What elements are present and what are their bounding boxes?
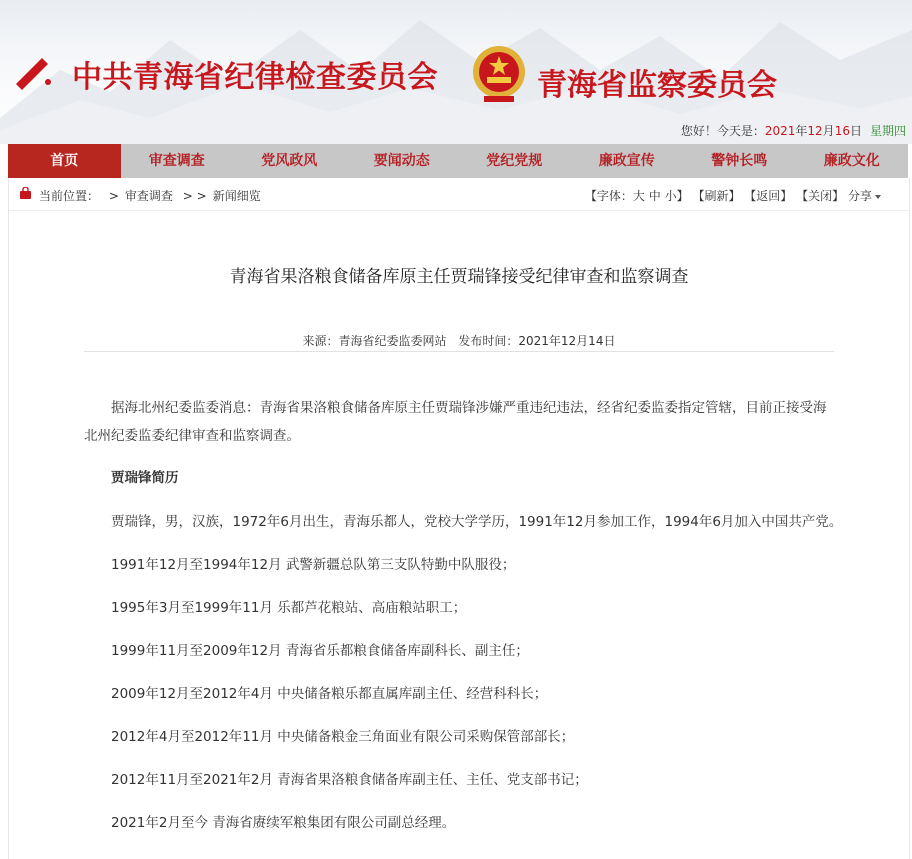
article-intro: 据海北州纪委监委消息：青海省果洛粮食储备库原主任贾瑞锋涉嫌严重违纪违法，经省纪委监委指定管辖，目前正接受海北州纪委监委纪律审查和监察调查。 <box>84 400 827 444</box>
date-month: 12 <box>807 124 823 138</box>
date-prefix: 您好！今天是： <box>680 124 765 138</box>
content-panel <box>8 178 910 859</box>
date-year-unit: 年 <box>795 124 808 138</box>
refresh-button[interactable]: 【刷新】 <box>692 189 741 203</box>
share-label: 分享 <box>847 189 872 203</box>
date-month-unit: 月 <box>822 124 835 138</box>
nav-item-warning[interactable]: 警钟长鸣 <box>711 153 768 169</box>
date-day: 16 <box>834 124 850 138</box>
nav-item-culture[interactable]: 廉政文化 <box>823 153 880 169</box>
breadcrumb-review[interactable]: 审查调查 <box>124 189 173 203</box>
nav-item-promotion[interactable]: 廉政宣传 <box>598 153 655 169</box>
share-button[interactable] <box>848 189 881 203</box>
career-item: 1999年11月至2009年12月 青海省乐都粮食储备库副科长、副主任； <box>111 643 529 659</box>
breadcrumb-label: 当前位置： <box>39 189 100 203</box>
date-weekday: 星期四 <box>869 124 906 138</box>
breadcrumb-news-detail[interactable]: 新闻细览 <box>212 189 261 203</box>
career-item: 2012年4月至2012年11月 中央储备粮金三角面业有限公司采购保管部部长； <box>111 729 575 745</box>
article-publish-time: 发布时间：2021年12月14日 <box>458 334 616 348</box>
org-name-commission: 中共青海省纪律检查委员会 <box>72 60 438 95</box>
breadcrumb-bar <box>9 178 909 211</box>
back-button[interactable]: 【返回】 <box>744 189 793 203</box>
bag-icon <box>19 187 32 200</box>
caret-down-icon <box>875 195 881 199</box>
breadcrumb <box>39 187 267 204</box>
font-medium-button[interactable]: 中 <box>648 189 661 203</box>
font-small-button[interactable]: 小 <box>664 189 677 203</box>
org-name-supervision: 青海省监察委员会 <box>537 68 777 103</box>
breadcrumb-sep: > > <box>182 189 207 203</box>
resume-heading: 贾瑞锋简历 <box>111 470 179 486</box>
career-item: 1995年3月至1999年11月 乐都芦花粮站、高庙粮站职工； <box>111 600 467 616</box>
font-label: 【字体： <box>584 189 633 203</box>
breadcrumb-sep: > <box>108 189 119 203</box>
font-label-close: 】 <box>676 189 689 203</box>
header-banner <box>0 0 912 144</box>
main-nav <box>8 144 908 178</box>
font-large-button[interactable]: 大 <box>632 189 645 203</box>
close-button[interactable]: 【关闭】 <box>796 189 845 203</box>
article-source: 来源：青海省纪委监委网站 <box>302 334 447 348</box>
career-item: 2021年2月至今 青海省赓续军粮集团有限公司副总经理。 <box>111 815 456 831</box>
article-meta <box>9 332 909 349</box>
date-line <box>681 122 906 139</box>
divider <box>84 351 834 352</box>
article-title: 青海省果洛粮食储备库原主任贾瑞锋接受纪律审查和监察调查 <box>229 267 689 287</box>
nav-item-home[interactable]: 首页 <box>8 144 121 178</box>
article-body <box>84 394 843 852</box>
career-item: 2009年12月至2012年4月 中央储备粮乐都直属库副主任、经营科科长； <box>111 686 548 702</box>
date-year: 2021 <box>764 124 796 138</box>
nav-item-regulations[interactable]: 党纪党规 <box>486 153 543 169</box>
nav-item-news[interactable]: 要闻动态 <box>373 153 430 169</box>
party-emblem-icon <box>8 44 66 102</box>
nav-item-conduct[interactable]: 党风政风 <box>261 153 318 169</box>
date-day-unit: 日 <box>849 124 862 138</box>
profile-paragraph: 贾瑞锋，男，汉族，1972年6月出生，青海乐都人，党校大学学历，1991年12月参加工作，1994年6月加入中国共产党。 <box>111 514 843 530</box>
career-item: 2012年11月至2021年2月 青海省果洛粮食储备库副主任、主任、党支部书记； <box>111 772 588 788</box>
career-item: 1991年12月至1994年12月 武警新疆总队第三支队特勤中队服役； <box>111 557 516 573</box>
nav-item-review-investigation[interactable]: 审查调查 <box>148 153 205 169</box>
article-tools <box>585 187 881 204</box>
national-emblem-icon <box>470 44 528 104</box>
